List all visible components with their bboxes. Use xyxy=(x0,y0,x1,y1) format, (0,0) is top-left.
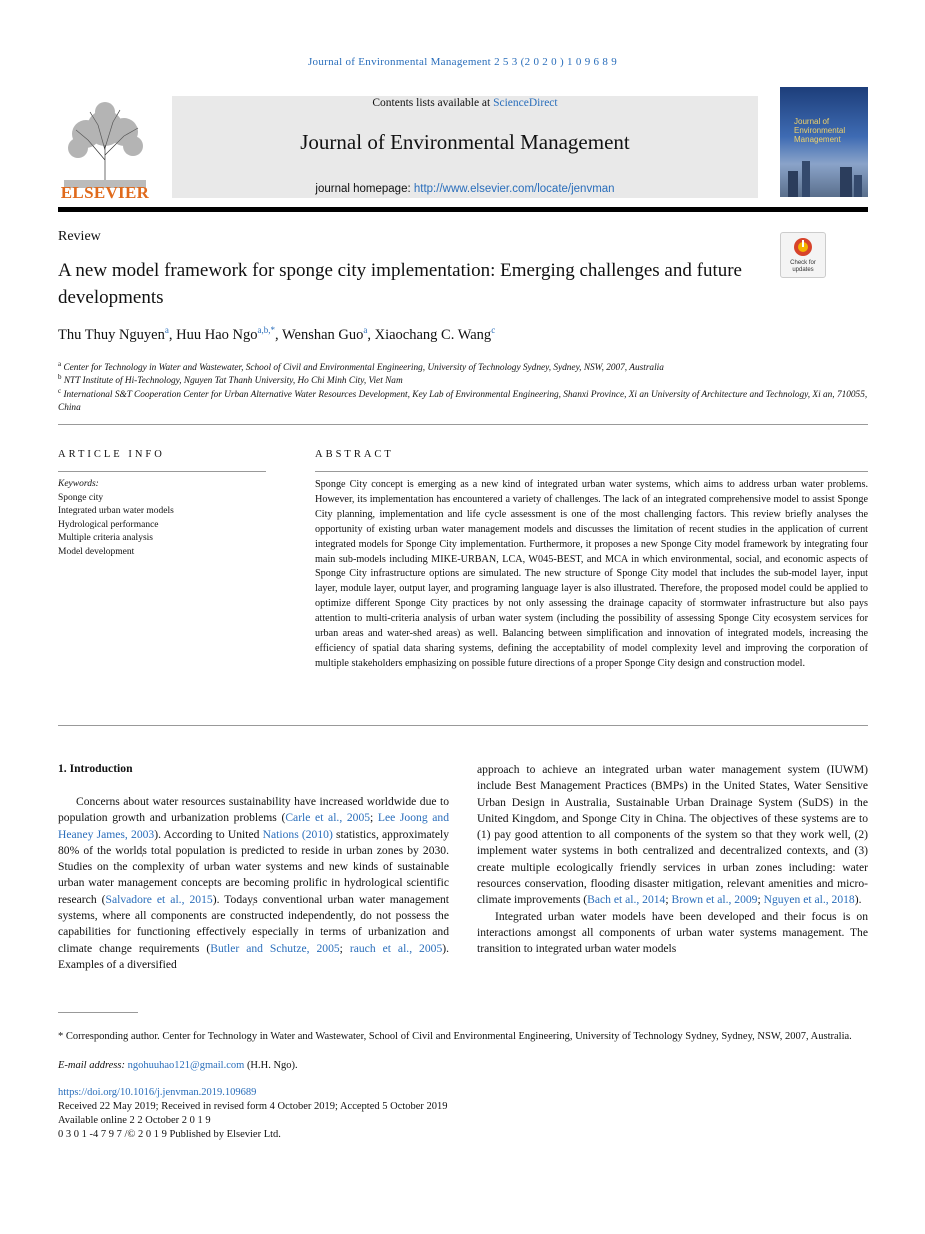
homepage-link[interactable]: http://www.elsevier.com/locate/jenvman xyxy=(413,183,615,195)
affiliation-c: $^c$ International S&T Cooperation Center for Urban Alternative Water Resources Development, Key Lab of Environmental Engineering, Shanxi Province, Xi an University of Architecture and Technology, Xi an, 710055, China xyxy=(58,387,868,414)
received-dates: Received 22 May 2019; Received in revised form 4 October 2019; Accepted 5 October 2019 xyxy=(58,1101,448,1112)
available-online: Available online 2 2 October 2 0 1 9 xyxy=(58,1115,211,1126)
email-line: E-mail address: ngohuuhao121@gmail.com (H.H. Ngo). xyxy=(58,1060,298,1071)
sciencedirect-link[interactable]: ScienceDirect xyxy=(493,97,558,109)
contents-line xyxy=(172,97,758,109)
paragraph: Integrated urban water models have been developed and their focus is on interactions amongst all components of urban water systems management. The transition to integrated urban water models xyxy=(477,909,868,956)
citation-link[interactable]: Brown et al., 2009 xyxy=(671,893,758,907)
author-affiliation-mark[interactable]: c xyxy=(491,325,496,335)
citation-link[interactable]: Salvadore et al., 2015 xyxy=(105,892,213,906)
divider xyxy=(58,424,868,425)
cover-title: Journal of Environmental Management xyxy=(794,117,846,144)
abstract-heading: ABSTRACT xyxy=(315,449,394,460)
cover-skyline-icon xyxy=(780,153,868,197)
journal-homepage xyxy=(172,183,758,195)
affiliation-b: $^b$ NTT Institute of Hi-Technology, Nguyen Tat Thanh University, Ho Chi Minh City, Viet Nam xyxy=(58,373,403,387)
citation-link[interactable]: Lee Joong and Heaney James, 2003 xyxy=(58,811,449,841)
check-updates-icon xyxy=(793,237,813,257)
article-title: A new model framework for sponge city implementation: Emerging challenges and future developments xyxy=(58,260,742,308)
email-link[interactable]: ngohuuhao121@gmail.com xyxy=(127,1060,245,1071)
author-name[interactable]: Thu Thuy Nguyen xyxy=(58,326,165,343)
citation-link[interactable]: Nguyen et al., 2018 xyxy=(763,893,855,907)
keyword: Multiple criteria analysis xyxy=(58,533,153,543)
keywords-block xyxy=(58,478,174,559)
keywords-label: Keywords: xyxy=(58,479,99,489)
paragraph: approach to achieve an integrated urban water management system (IUWM) include Best Management Practices (BMPs) in the United States, Water Sensitive Urban Design in Australia, Sustainable Urban Drainage System (SuDS) in the United Kingdom, and Sponge City in China. The objectives of these systems are to (1) pay good attention to all components of the system so that they work well, (2) implement water systems in both centralized and decentralized contexts, and (3) create multiple ecologically friendly services in urban zones including: water resources conservation, flooding disaster mitigation, relevant amenities and micro-climate improvements (Bach et al., 2014; Brown et al., 2009; Nguyen et al., 2018). xyxy=(477,763,868,907)
footnote-rule xyxy=(58,1012,138,1013)
divider xyxy=(58,725,868,726)
journal-cover-image[interactable] xyxy=(780,87,868,197)
author-name[interactable]: Wenshan Guo xyxy=(281,326,364,343)
copyright: 0 3 0 1 -4 7 9 7 /© 2 0 1 9 Published by Elsevier Ltd. xyxy=(58,1129,281,1140)
keyword: Integrated urban water models xyxy=(58,506,174,516)
divider xyxy=(58,471,266,472)
journal-title: Journal of Environmental Management xyxy=(300,130,630,154)
citation-link[interactable]: Bach et al., 2014 xyxy=(587,893,666,907)
author-list: Thu Thuy Nguyen$^a$, Huu Hao Ngo$^{a,b,*}$, Wenshan Guo$^a$, Xiaochang C. Wang$^c$ xyxy=(58,325,496,343)
corresponding-author-note: * Corresponding author. Center for Technology in Water and Wastewater, School of Civil and Environmental Engineering, University of Technology Sydney, Sydney, NSW, 2007, Australia. xyxy=(58,1031,852,1042)
citation-link[interactable]: Nations (2010) xyxy=(262,827,333,841)
homepage-prefix: journal homepage: xyxy=(315,183,414,195)
body-column-right xyxy=(477,762,868,958)
keyword: Model development xyxy=(58,546,135,557)
body-column-left xyxy=(58,794,449,973)
doi-link[interactable]: https://doi.org/10.1016/j.jenvman.2019.109689 xyxy=(58,1087,257,1098)
article-info-heading: ARTICLE INFO xyxy=(58,449,165,460)
citation-link[interactable]: rauch et al., 2005 xyxy=(349,941,443,955)
author-name[interactable]: Huu Hao Ngo xyxy=(176,326,258,343)
citation-link[interactable]: Carle et al., 2005 xyxy=(285,811,371,825)
author-affiliation-mark[interactable]: a,b,* xyxy=(257,325,275,335)
contents-prefix: Contents lists available at xyxy=(372,97,494,109)
article-type: Review xyxy=(58,229,101,244)
paragraph: Concerns about water resources sustainability have increased worldwide due to population growth and urbanization problems (Carle et al., 2005; Lee Joong and Heaney James, 2003). According to United Nations (2010) statistics, approximately 80% of the world̩s total population is predicted to reside in urban zones by 2030. Studies on the complexity of urban water systems and new kinds of sustainable urban water management concepts are becoming prolific in hydrological scientific research (Salvadore et al., 2015). Today̩s conventional urban water management systems, where all components are constructed independently, do not possess the capabilities for functioning effectively especially in terms of urbanization and climate change requirements (Butler and Schutze, 2005; rauch et al., 2005). Examples of a diversified xyxy=(58,795,450,971)
keyword: Hydrological performance xyxy=(58,519,159,530)
author-name[interactable]: Xiaochang C. Wang xyxy=(374,326,492,343)
section-heading: 1. Introduction xyxy=(58,762,133,775)
keyword: Sponge city xyxy=(58,492,104,503)
author-affiliation-mark[interactable]: a xyxy=(363,325,368,335)
header-rule xyxy=(58,207,868,212)
abstract-text: Sponge City concept is emerging as a new kind of integrated urban water systems, which aims to address urban water problems. However, its implementation has encountered a variety of challenges. The lack of an integrated comprehensive model to assist Sponge City planning, implementation and life cycle assessment is one of the most challenging factors. This review briefly analyses the opportunity of existing urban water management models and discusses the limitation of recent studies in the application of current integrated models for Sponge City implementation. Furthermore, it proposes a new Sponge City model framework by integrating four main sub-models including MIKE-URBAN, LCA, W045-BEST, and MCA in which environmental, social, and economic aspects of Sponge City infrastructure options are simulated. The new structure of Sponge City model that includes the sub-model layer, input layer, module layer, output layer, and programing language layer is also illustrated. Therefore, the proposed model could be applied to optimize different Sponge City practices by not only assessing the drainage capacity of stormwater infrastructure but also pays attention to multi-criteria analysis of urban water system (including the possibility of assessing Sponge City ecosystem services for urban areas and water-shed areas) as well. Balancing between simplification and innovation of integrated models, increasing the efficiency of spatial data sharing systems, defining the acceptability of model complexity level and improving the corporation of multiple stakeholders emphasizing on possible future directions of a proper Sponge City design and construction model. xyxy=(315,479,868,669)
affiliation-a: $^a$ Center for Technology in Water and Wastewater, School of Civil and Environmental Engineering, University of Technology Sydney, Sydney, NSW, 2007, Australia xyxy=(58,360,664,374)
publisher-wordmark: ELSEVIER xyxy=(60,183,150,202)
author-affiliation-mark[interactable]: a xyxy=(164,325,169,335)
journal-reference[interactable]: Journal of Environmental Management 2 5 3 (2 0 2 0 ) 1 0 9 6 8 9 xyxy=(307,56,618,68)
check-for-updates-button[interactable]: Check for updates xyxy=(780,232,826,278)
citation-link[interactable]: Butler and Schutze, 2005 xyxy=(210,941,340,955)
divider xyxy=(315,471,868,472)
